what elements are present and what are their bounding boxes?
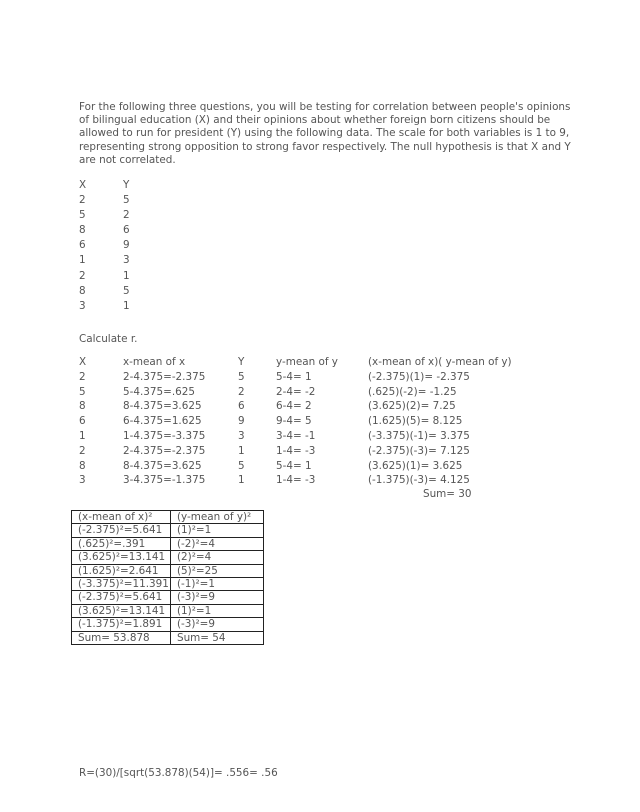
x-cell: 8 bbox=[79, 459, 86, 472]
y-squared-cell: (-3)²=9 bbox=[171, 591, 264, 604]
y-cell: 6 bbox=[238, 400, 245, 413]
y-squared-cell: (5)²=25 bbox=[171, 564, 264, 577]
y-value: 2 bbox=[123, 209, 130, 222]
final-result: R=(30)/[sqrt(53.878)(54)]= .556= .56 bbox=[79, 767, 278, 779]
table-row bbox=[72, 524, 264, 537]
x-squared-sum: Sum= 53.878 bbox=[72, 631, 171, 644]
y-dev-cell: 2-4= -2 bbox=[276, 385, 316, 398]
table-row bbox=[79, 370, 559, 385]
header-y: Y bbox=[123, 179, 130, 191]
header-x-dev: x-mean of x bbox=[123, 356, 186, 368]
header-y-squared: (y-mean of y)² bbox=[171, 511, 264, 524]
y-cell: 9 bbox=[238, 415, 245, 428]
x-dev-cell: 5-4.375=.625 bbox=[123, 385, 195, 398]
y-cell: 5 bbox=[238, 370, 245, 383]
header-product: (x-mean of x)( y-mean of y) bbox=[368, 356, 512, 368]
y-dev-cell: 5-4= 1 bbox=[276, 459, 312, 472]
intro-paragraph: For the following three questions, you will be testing for correlation between people's opinions of bilingual education (X) and their opinions about whether foreign born citizens should be allowed to run for president (Y) using the following data. The scale for both variables is 1 to 9, representing strong opposition to strong favor respectively. The null hypothesis is that X and Y are not correlated. bbox=[79, 101, 571, 166]
x-value: 3 bbox=[79, 299, 86, 312]
y-dev-cell: 5-4= 1 bbox=[276, 370, 312, 383]
x-dev-cell: 2-4.375=-2.375 bbox=[123, 444, 206, 457]
table-header-row bbox=[79, 355, 559, 370]
x-dev-cell: 3-4.375=-1.375 bbox=[123, 474, 206, 487]
table-row bbox=[72, 564, 264, 577]
table-row bbox=[79, 459, 559, 474]
product-cell: (-1.375)(-3)= 4.125 bbox=[368, 474, 470, 487]
y-squared-cell: (-2)²=4 bbox=[171, 537, 264, 550]
product-cell: (3.625)(2)= 7.25 bbox=[368, 400, 456, 413]
x-cell: 2 bbox=[79, 370, 86, 383]
y-dev-cell: 6-4= 2 bbox=[276, 400, 312, 413]
calculate-r-heading: Calculate r. bbox=[79, 333, 138, 345]
x-cell: 2 bbox=[79, 444, 86, 457]
table-row bbox=[72, 537, 264, 550]
y-cell: 5 bbox=[238, 459, 245, 472]
product-cell: (1.625)(5)= 8.125 bbox=[368, 415, 463, 428]
y-cell: 3 bbox=[238, 429, 245, 442]
x-value: 1 bbox=[79, 254, 86, 267]
x-squared-cell: (.625)²=.391 bbox=[72, 537, 171, 550]
x-squared-cell: (-1.375)²=1.891 bbox=[72, 618, 171, 631]
y-squared-cell: (1)²=1 bbox=[171, 604, 264, 617]
y-cell: 1 bbox=[238, 474, 245, 487]
header-x: X bbox=[79, 356, 87, 368]
y-value: 1 bbox=[123, 299, 130, 312]
x-squared-cell: (-2.375)²=5.641 bbox=[72, 591, 171, 604]
y-squared-cell: (2)²=4 bbox=[171, 551, 264, 564]
x-cell: 5 bbox=[79, 385, 86, 398]
x-dev-cell: 2-4.375=-2.375 bbox=[123, 370, 206, 383]
x-dev-cell: 8-4.375=3.625 bbox=[123, 459, 202, 472]
x-value: 2 bbox=[79, 269, 86, 282]
x-squared-cell: (3.625)²=13.141 bbox=[72, 604, 171, 617]
x-cell: 3 bbox=[79, 474, 86, 487]
x-dev-cell: 6-4.375=1.625 bbox=[123, 415, 202, 428]
header-y: Y bbox=[238, 356, 245, 368]
x-squared-cell: (-3.375)²=11.391 bbox=[72, 578, 171, 591]
x-value: 5 bbox=[79, 209, 86, 222]
y-dev-cell: 1-4= -3 bbox=[276, 474, 316, 487]
y-cell: 2 bbox=[238, 385, 245, 398]
table-row bbox=[72, 591, 264, 604]
x-dev-cell: 8-4.375=3.625 bbox=[123, 400, 202, 413]
y-dev-cell: 9-4= 5 bbox=[276, 415, 312, 428]
x-value: 2 bbox=[79, 194, 86, 207]
product-cell: (3.625)(1)= 3.625 bbox=[368, 459, 463, 472]
table-row bbox=[79, 429, 559, 444]
y-value: 9 bbox=[123, 239, 130, 252]
y-squared-cell: (1)²=1 bbox=[171, 524, 264, 537]
x-value: 6 bbox=[79, 239, 86, 252]
y-value: 5 bbox=[123, 284, 130, 297]
y-value: 6 bbox=[123, 224, 130, 237]
table-row bbox=[72, 578, 264, 591]
x-value: 8 bbox=[79, 224, 86, 237]
y-squared-cell: (-1)²=1 bbox=[171, 578, 264, 591]
y-value: 3 bbox=[123, 254, 130, 267]
x-squared-cell: (1.625)²=2.641 bbox=[72, 564, 171, 577]
header-x: X bbox=[79, 179, 87, 191]
x-value: 8 bbox=[79, 284, 86, 297]
x-cell: 6 bbox=[79, 415, 86, 428]
product-cell: (-2.375)(1)= -2.375 bbox=[368, 370, 470, 383]
product-cell: (-2.375)(-3)= 7.125 bbox=[368, 444, 470, 457]
x-squared-cell: (-2.375)²=5.641 bbox=[72, 524, 171, 537]
x-squared-cell: (3.625)²=13.141 bbox=[72, 551, 171, 564]
y-cell: 1 bbox=[238, 444, 245, 457]
x-cell: 1 bbox=[79, 429, 86, 442]
y-dev-cell: 3-4= -1 bbox=[276, 429, 316, 442]
table-row bbox=[79, 473, 559, 488]
calculation-table bbox=[79, 355, 559, 488]
header-x-squared: (x-mean of x)² bbox=[72, 511, 171, 524]
sum-row bbox=[72, 631, 264, 644]
x-cell: 8 bbox=[79, 400, 86, 413]
product-cell: (.625)(-2)= -1.25 bbox=[368, 385, 457, 398]
table-row bbox=[72, 551, 264, 564]
y-squared-cell: (-3)²=9 bbox=[171, 618, 264, 631]
table-row bbox=[79, 399, 559, 414]
y-value: 5 bbox=[123, 194, 130, 207]
header-y-dev: y-mean of y bbox=[276, 356, 338, 368]
x-dev-cell: 1-4.375=-3.375 bbox=[123, 429, 206, 442]
table-row bbox=[72, 618, 264, 631]
product-sum: Sum= 30 bbox=[423, 488, 472, 500]
y-dev-cell: 1-4= -3 bbox=[276, 444, 316, 457]
table-row bbox=[79, 414, 559, 429]
table-row bbox=[72, 604, 264, 617]
table-row bbox=[79, 385, 559, 400]
table-row bbox=[79, 444, 559, 459]
y-squared-sum: Sum= 54 bbox=[171, 631, 264, 644]
product-cell: (-3.375)(-1)= 3.375 bbox=[368, 429, 470, 442]
table-header-row bbox=[72, 511, 264, 524]
y-value: 1 bbox=[123, 269, 130, 282]
squares-table bbox=[71, 510, 264, 645]
